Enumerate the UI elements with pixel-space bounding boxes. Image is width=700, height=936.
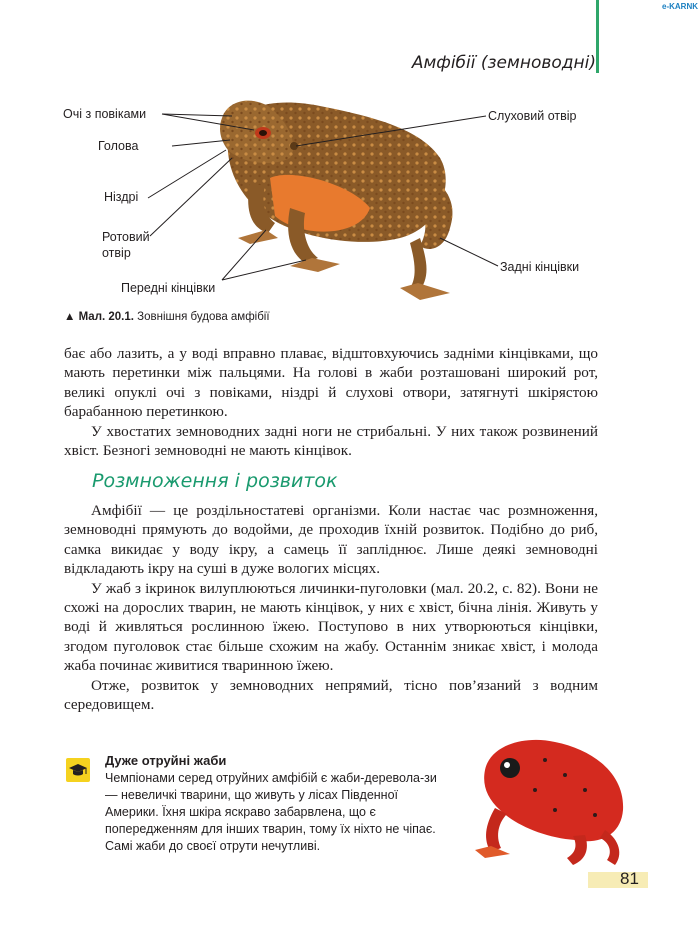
infobox-title: Дуже отруйні жаби <box>105 753 227 768</box>
text-block-2 <box>64 501 598 714</box>
label-hind-limbs: Задні кінцівки <box>500 260 580 274</box>
label-head: Голова <box>98 139 139 153</box>
caption-number: Мал. 20.1. <box>78 311 134 323</box>
brand-logo: e-KARNK <box>662 2 698 11</box>
label-mouth <box>102 229 150 261</box>
paragraph-1: бає або лазить, а у воді вправно плаває, відштовхуючись задніми кінцівками, що мають перетинки між пальцями. На голові в жаби розташовані широкий рот, великі опуклі очі з повіками, ніздрі й слухові отвори, затягнуті шкірястою барабанною перетинкою. <box>64 345 598 421</box>
infobox-text: Чемпіонами серед отруйних амфібій є жаби-деревола-зи — невеличкі тварини, що живуть у лісах Південної Америки. Їхня шкіра яскраво забарвлена, що є попередженням для інших тварин, тому їх ніхто не чіпає. Самі жаби до своєї отрути нечутливі. <box>105 771 437 853</box>
chapter-title: Амфібії (земноводні) <box>411 53 596 73</box>
caption-triangle-icon: ▲ <box>64 311 79 323</box>
label-ear: Слуховий отвір <box>488 109 577 123</box>
paragraph-3: Амфібії — це роздільностатеві організми. Коли настає час розмноження, земноводні прямують до водойми, де проходив їхній розвиток. Подібно до риб, самка викидає у воду ікру, а самець її запліднює. Лише деякі земноводні відкладають ікру на суші в дуже вологих місцях. <box>64 502 598 578</box>
caption-text: Зовнішня будова амфібії <box>137 311 270 323</box>
text-block-1 <box>64 344 598 460</box>
paragraph-5: Отже, розвиток у земноводних непрямий, тісно пов’язаний з водним середовищем. <box>64 676 598 714</box>
poison-frog-illustration <box>455 730 645 870</box>
label-eyes: Очі з повіками <box>63 107 147 121</box>
label-mouth-line1: Ротовий <box>102 230 150 244</box>
graduation-cap-icon <box>66 758 90 782</box>
paragraph-4: У жаб з ікринок вилуплюються личинки-пуголовки (мал. 20.2, с. 82). Вони не схожі на дорослих тварин, не мають кінцівок, у них є хвіст, бічна лінія. Живуть у воді й живляться рослинною їжею. Поступово в них утворюються кінцівки, згодом пуголовок стає більше схожим на жабу. Останнім зникає хвіст, і молода жаба починає живитися тваринною їжею. <box>64 579 598 675</box>
section-title: Розмноження і розвиток <box>92 470 338 492</box>
page-number-bar <box>588 872 648 888</box>
figure-caption <box>64 311 270 323</box>
header-rule <box>596 0 599 73</box>
paragraph-2: У хвостатих земноводних задні ноги не стрибальні. У них також розвинений хвіст. Безногі земноводні не мають кінцівок. <box>64 422 598 460</box>
page-number: 81 <box>620 869 639 888</box>
label-nostrils: Ніздрі <box>104 190 139 204</box>
label-front-limbs: Передні кінцівки <box>121 281 216 295</box>
label-mouth-line2: отвір <box>102 246 131 260</box>
